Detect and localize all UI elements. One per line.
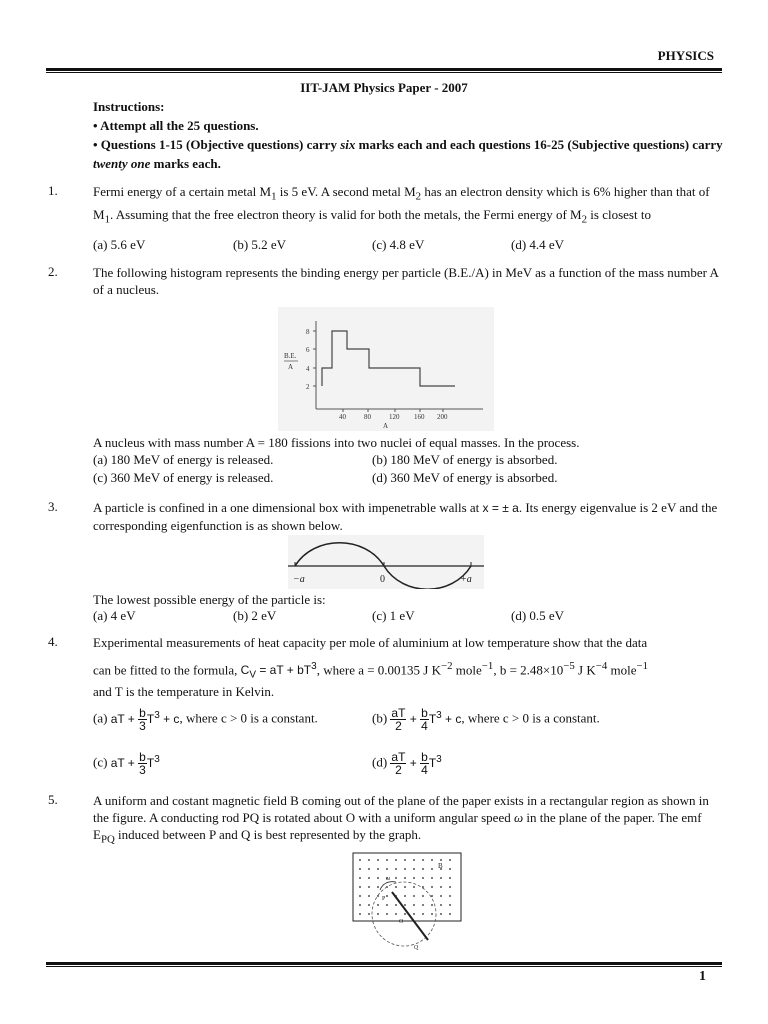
field-dot (359, 877, 361, 879)
question-4-line-3: and T is the temperature in Kelvin. (93, 684, 275, 699)
ytick-label: 8 (306, 328, 310, 336)
option-d[interactable]: (d) 0.5 eV (511, 608, 565, 623)
option-c[interactable]: (c) 4.8 eV (372, 237, 425, 252)
footer-rule-thin (46, 966, 722, 967)
header-rule (46, 68, 722, 71)
field-dot (368, 886, 370, 888)
field-dot (413, 859, 415, 861)
field-dot (377, 859, 379, 861)
question-number: 5. (48, 792, 58, 807)
field-dot (386, 895, 388, 897)
ytick-label: 4 (306, 365, 310, 373)
question-number: 1. (48, 183, 58, 198)
field-dot (413, 868, 415, 870)
field-dot (440, 895, 442, 897)
field-dot (368, 868, 370, 870)
field-dot (404, 859, 406, 861)
question-3-follow: The lowest possible energy of the particle is: (93, 592, 326, 607)
field-dot (449, 904, 451, 906)
xtick-label: 40 (339, 413, 346, 421)
question-5-text: A uniform and costant magnetic field B coming out of the plane of the paper exists in a rectangular region as shown in the figure. A conducting rod PQ is rotated about O with a uniform angular speed ω in the plane of the paper. The emf $E_{PQ}$ induced between P and Q is best represented by the graph. (93, 793, 709, 846)
question-2-text: The following histogram represents the binding energy per particle (B.E./A) in MeV as a function of the mass number A of a nucleus. (93, 265, 719, 297)
field-dot (404, 868, 406, 870)
field-dot (449, 868, 451, 870)
field-dot (377, 868, 379, 870)
field-dot (431, 904, 433, 906)
field-dot (422, 913, 424, 915)
question-2-follow: A nucleus with mass number A = 180 fissions into two nuclei of equal masses. In the process. (93, 435, 580, 450)
field-dot (413, 913, 415, 915)
field-dot (368, 904, 370, 906)
field-dot (404, 904, 406, 906)
field-dot (431, 859, 433, 861)
question-4-line-1: Experimental measurements of heat capacity per mole of aluminium at low temperature show that the data (93, 635, 648, 650)
y-axis-label-top: B.E. (284, 352, 297, 360)
field-dot (368, 859, 370, 861)
field-dot (422, 859, 424, 861)
eigenfunction-diagram (288, 535, 484, 589)
option-d[interactable]: (d) 4.4 eV (511, 237, 565, 252)
field-b-label: B (438, 862, 443, 870)
field-dot (395, 913, 397, 915)
paper-title: IIT-JAM Physics Paper - 2007 (300, 80, 468, 95)
field-dot (431, 877, 433, 879)
option-a[interactable]: (a) 5.6 eV (93, 237, 146, 252)
point-p-label: P (382, 896, 386, 902)
field-dot (431, 913, 433, 915)
option-b[interactable]: (b) 5.2 eV (233, 237, 287, 252)
field-dot (449, 895, 451, 897)
xtick-label: 120 (389, 413, 400, 421)
field-dot (440, 913, 442, 915)
field-dot (386, 859, 388, 861)
field-dot (359, 895, 361, 897)
page-number: 1 (699, 969, 706, 984)
question-1-text: Fermi energy of a certain metal $M_1$ is 5 eV. A second metal $M_2$ has an electron density which is 6% higher than that of $M_1$. Assuming that the free electron theory is valid for both the metals, the Fermi energy of $M_2$ is closest to (93, 184, 710, 226)
field-dot (395, 904, 397, 906)
field-dot (368, 895, 370, 897)
field-dot (395, 859, 397, 861)
option-d[interactable]: (d) $\frac{aT}{2}$ + $\frac{b}{4}$ $T^3$ (372, 750, 442, 777)
field-dot (440, 877, 442, 879)
question-4-line-2: can be fitted to the formula, $C_V$ = aT + $bT^3$, where a = 0.00135 J $K^{-2}$ mole$^{-1}$, $b = 2.48\times 10^{-5}$ J $K^{-4}$ mole$^{-1}$ (93, 660, 649, 681)
field-dot (422, 886, 424, 888)
field-dot (377, 886, 379, 888)
field-dot (413, 886, 415, 888)
question-2-options (93, 451, 733, 487)
field-dot (422, 877, 424, 879)
field-dot (359, 913, 361, 915)
field-dot (404, 913, 406, 915)
x-axis-label: A (383, 422, 389, 430)
point-o-label: O (399, 919, 404, 925)
field-dot (431, 886, 433, 888)
field-dot (395, 886, 397, 888)
field-dot (440, 886, 442, 888)
field-dot (422, 895, 424, 897)
ytick-label: 2 (306, 383, 310, 391)
instructions (93, 97, 733, 173)
y-axis-label-bottom: A (288, 363, 294, 371)
footer-rule (46, 962, 722, 965)
header-rule-thin (46, 72, 722, 73)
field-dot (377, 913, 379, 915)
instruction-line-1: • Attempt all the 25 questions. (93, 118, 259, 133)
xtick-label: 80 (364, 413, 371, 421)
question-3-text: A particle is confined in a one dimensional box with impenetrable walls at x = ± a. Its energy eigenvalue is 2 eV and the corresponding eigenfunction is as shown below. (93, 500, 718, 533)
field-dot (440, 859, 442, 861)
option-a[interactable]: (a) aT + $\frac{b}{3}$ $T^3 + c$, where c > 0 is a constant. (93, 706, 318, 733)
field-dot (431, 868, 433, 870)
point-q-label: Q (414, 945, 419, 950)
field-dot (413, 904, 415, 906)
field-dot (404, 886, 406, 888)
origin-label: 0 (380, 574, 385, 585)
field-dot (431, 895, 433, 897)
rotating-rod-diagram (352, 852, 464, 950)
field-dot (449, 877, 451, 879)
field-dot (386, 904, 388, 906)
xtick-label: 200 (437, 413, 448, 421)
field-dot (359, 886, 361, 888)
option-b[interactable]: (b) 2 eV (233, 608, 277, 623)
binding-energy-histogram (278, 307, 494, 431)
field-dot (422, 868, 424, 870)
right-wall-label: +a (460, 574, 472, 585)
field-dot (395, 877, 397, 879)
field-dot (386, 913, 388, 915)
question-number: 2. (48, 264, 58, 279)
question-number: 4. (48, 634, 58, 649)
omega-label: ω (386, 876, 391, 882)
field-dot (404, 895, 406, 897)
ytick-label: 6 (306, 346, 310, 354)
field-dot (359, 904, 361, 906)
left-wall-label: −a (293, 574, 305, 585)
option-c[interactable]: (c) 1 eV (372, 608, 415, 623)
instructions-heading: Instructions: (93, 99, 165, 114)
field-dot (404, 877, 406, 879)
subject-header: PHYSICS (657, 48, 714, 63)
question-number: 3. (48, 499, 58, 514)
field-dot (395, 868, 397, 870)
field-dot (386, 868, 388, 870)
field-dot (449, 859, 451, 861)
option-c[interactable]: (c) aT + $\frac{b}{3}$ $T^3$ (93, 750, 160, 777)
option-b[interactable]: (b) $\frac{aT}{2}$ + $\frac{b}{4}$ $T^3 + c$, where c > 0 is a constant. (372, 706, 600, 733)
field-dot (440, 904, 442, 906)
field-dot (359, 868, 361, 870)
field-dot (368, 877, 370, 879)
field-dot (413, 895, 415, 897)
field-dot (449, 886, 451, 888)
field-dot (368, 913, 370, 915)
field-dot (449, 913, 451, 915)
field-dot (359, 859, 361, 861)
xtick-label: 160 (414, 413, 425, 421)
option-d[interactable]: (d) 360 MeV of energy is absorbed. (372, 470, 558, 485)
option-c[interactable]: (c) 360 MeV of energy is released. (93, 470, 274, 485)
field-dot (377, 877, 379, 879)
field-dot (377, 904, 379, 906)
instruction-line-2: • Questions 1-15 (Objective questions) carry six marks each and each questions 16-25 (Subjective questions) carry twenty one marks each. (93, 137, 723, 171)
field-dot (413, 877, 415, 879)
option-b[interactable]: (b) 180 MeV of energy is absorbed. (372, 452, 558, 467)
option-a[interactable]: (a) 4 eV (93, 608, 136, 623)
question-3-options (93, 608, 733, 626)
question-1-options (93, 237, 733, 255)
field-dot (422, 904, 424, 906)
option-a[interactable]: (a) 180 MeV of energy is released. (93, 452, 274, 467)
